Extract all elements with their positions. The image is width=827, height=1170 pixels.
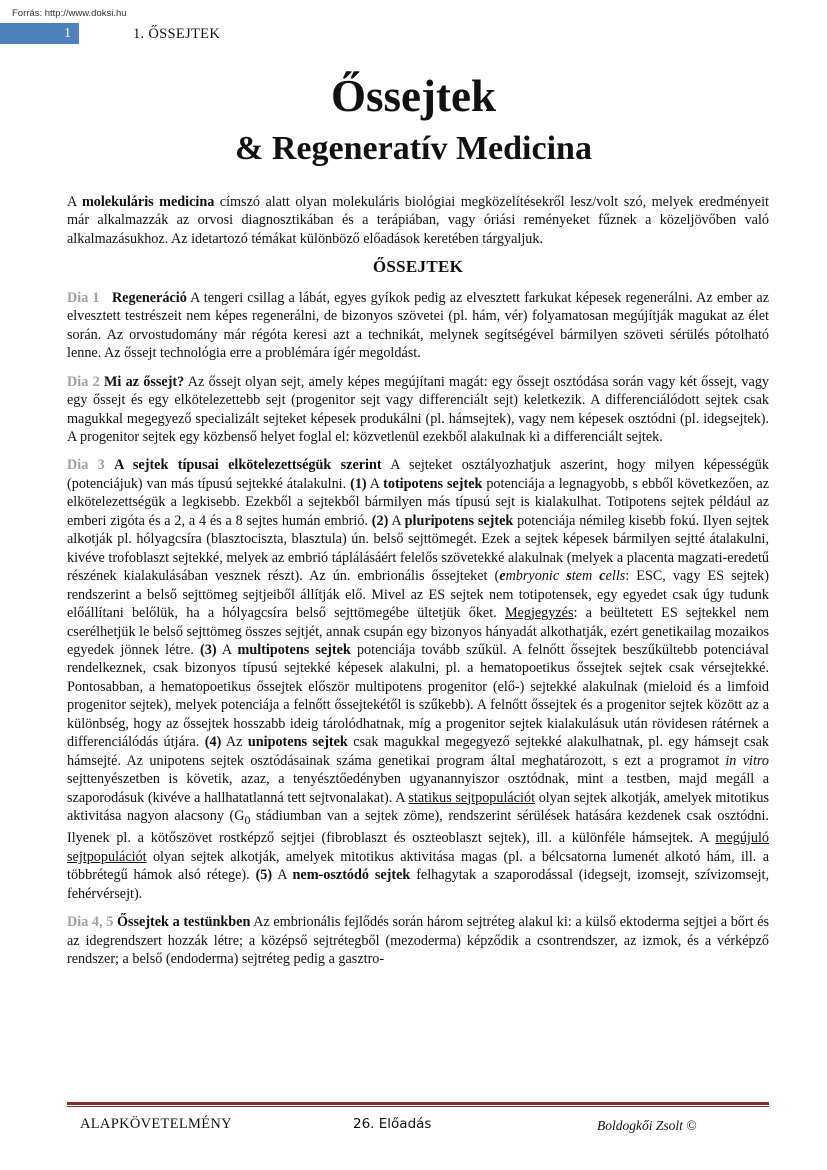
paragraph-heading: Mi az őssejt? <box>103 373 185 390</box>
dia-label: Dia 3 <box>67 457 105 474</box>
paragraph-heading: Regeneráció <box>111 289 187 306</box>
footer-left: ALAPKÖVETELMÉNY <box>80 1116 232 1132</box>
dia45-paragraph: Dia 4, 5 Őssejtek a testünkben Az embrionális fejlődés során három sejtréteg alakul ki: a külső ektoderma sejtjei a bőrt és az idegrendszert hozzák létre; a középső sejtrétegből (mezoderma) képződik a csontrendszer, az izmok, és a vérképző rendszer; a belső (endoderma) sejtréteg pedig a gasztro- <box>67 914 770 968</box>
page-number: 1 <box>64 26 71 41</box>
dia-label: Dia 4, 5 <box>67 914 114 931</box>
section-heading: ŐSSEJTEK <box>372 257 464 277</box>
dia-label: Dia 1 <box>67 289 100 306</box>
document-body <box>67 193 769 979</box>
paragraph-heading: A sejtek típusai elkötelezettségük szerint <box>114 457 382 474</box>
dia3-paragraph: Dia 3 A sejtek típusai elkötelezettségük szerint A sejteket osztályozhatjuk aszerint, hogy milyen képességük (potenciájuk) van más típusú sejtekké átalakulni. (1) A totipotens sejtek potenciája a legnagyobb, s ebből következően, az elkötelezettségük a legkisebb. Ezekből a sejtekből bármilyen más típusú sejt is kialakulhat. Totipotens sejtek például az emberi zigóta és a 2, a 4 és a 8 sejtes humán embrió. (2) A pluripotens sejtek potenciája némileg kisebb fokú. Ilyen sejtek alkotják pl. hólyagcsíra (blasztocisztа, blasztula) ún. belső sejttömegét. Ezek a sejtek képesek bármilyen sejtté átalakulni, kivéve trofoblaszt sejtekké, melyek az embrió táplálásáért felelős szövetekké alakulnak (melyek a placenta magzati-eredetű részének kialakulásában vesznek részt). Az ún. embrionális őssejteket (embryonic stem cells: ESC, vagy ES sejtek) rendszerint a belső sejttömeg sejtjeiből állítják elő. Mivel az ES sejtek nem totipotensek, egy egyedet csak úgy tudunk előállítani belőlük, ha a hólyagcsíra belső sejttömegébe ültetjük őket. Megjegyzés: a beültetett ES sejtekkel nem cserélhetjük le belső sejttömeg összes sejtjét, annak csupán egy bizonyos hányadát alkothatják, ezért genetikailag mozaikos egyedek jönnek létre. (3) A multipotens sejtek potenciája tovább szűkül. A felnőtt őssejtek beszűkültebb potenciával rendelkeznek, csak bizonyos típusú sejtekké képesek alakulni, pl. a hematopoetikus őssejtek sejtek csak vérsejtekké. Pontosabban, a hematopoetikus őssejtek először multipotens progenitor (elő-) sejtekké alakulnak (mieloid és a limfoid progenitor sejtek), melyek potenciája a felnőtt őssejtekétől is szűkebb). A felnőtt őssejtek és a progenitor sejtek között az a különbség, hogy az őssejtek hosszabb ideig tárolódhatnak, míg a progenitor sejtek kialakulásuk után rövidesen rátérnek a differenciálódás útjára. (4) Az unipotens sejtek csak magukkal megegyező sejtekké alakulhatnak, pl. egy hámsejt csak hámsejté. Az unipotens sejtek osztódásainak száma genetikai program által meghatározott, s ezt a programot in vitro sejttenyészetben is követik, azaz, a tenyésztőedényben ugyanannyiszor osztódnak, mint a testben, majd megáll a szaporodásuk (kivéve a hallhatatlanná tett sejtvonalakat). A statikus sejtpopulációt olyan sejtek alkotják, amelyek mitotikus aktivitása nagyon alacsony ($G_0$ stádiumban van a sejtek zöme), rendszerint sérülések hatására kezdenek csak osztódni. Ilyenek pl. a kötőszövet rostképző sejtjei (fibroblaszt és oszteoblaszt sejtek), ill. a különféle hámsejtek. A megújuló sejtpopulációt olyan sejtek alkotják, amelyek mitotikus aktivitása magas (pl. a bélcsatorna lumenét alkotó hám, ill. a többrétegű hámok alsó rétege). (5) A nem-osztódó sejtek felhagytak a szaporodással (idegsejt, izomsejt, szívizomsejt, fehérvérsejt). <box>67 457 770 902</box>
page-title: Őssejtek <box>331 71 496 121</box>
running-title: 1. ŐSSEJTEK <box>133 26 221 42</box>
footer-rule-thin <box>67 1106 769 1107</box>
dia1-paragraph: Dia 1 Regeneráció A tengeri csillag a lábát, egyes gyíkok pedig az elvesztett farkukat képesek regenerálni. Az ember az elvesztett testrészeit nem képes regenerálni, de bizonyos szövetei (pl. hám, vér) folyamatosan megújítják magukat az élet során. Az orvostudomány már régóta keresi azt a technikát, melynek segítségével bármilyen szöveti sérülés pótolható lenne. Az őssejt technológia erre a problémára ígér megoldást. <box>67 289 770 362</box>
footer-lecture-number: 26. Előadás <box>353 1116 432 1132</box>
intro-paragraph: A molekuláris medicina címszó alatt olyan molekuláris biológiai megközelítésekről lesz/volt szó, melyek eredményeit már alkalmazzák az orvosi diagnosztikában és a terápiában, vagy óriási reményeket fűznek a közeljövőben való alkalmazásukhoz. Az idetartozó témákat különböző előadások keretében tárgyaljuk. <box>67 194 769 247</box>
dia-label: Dia 2 <box>67 373 100 390</box>
source-label: Forrás: http://www.doksi.hu <box>12 8 127 19</box>
footer-rule <box>67 1102 769 1105</box>
footer-author: Boldogkői Zsolt © <box>597 1118 697 1133</box>
paragraph-heading: Őssejtek a testünkben <box>116 914 251 931</box>
page-subtitle: & Regeneratív Medicina <box>235 130 592 167</box>
dia2-paragraph: Dia 2 Mi az őssejt? Az őssejt olyan sejt, amely képes megújítani magát: egy őssejt osztódása során vagy két őssejt, vagy egy őssejt és egy elkötelezettebb sejt (progenitor sejt vagy differenciált sejt) keletkezik. A differenciálódott sejtek csak magukkal megegyező specializált sejteket képesek produkálni (pl. hámsejtek), vagy nem képesek osztódni (pl. idegsejtek). A progenitor sejtek egy közbenső helyet foglal el: közvetlenül ezekből alakulnak ki a differenciált sejtek. <box>67 373 770 445</box>
